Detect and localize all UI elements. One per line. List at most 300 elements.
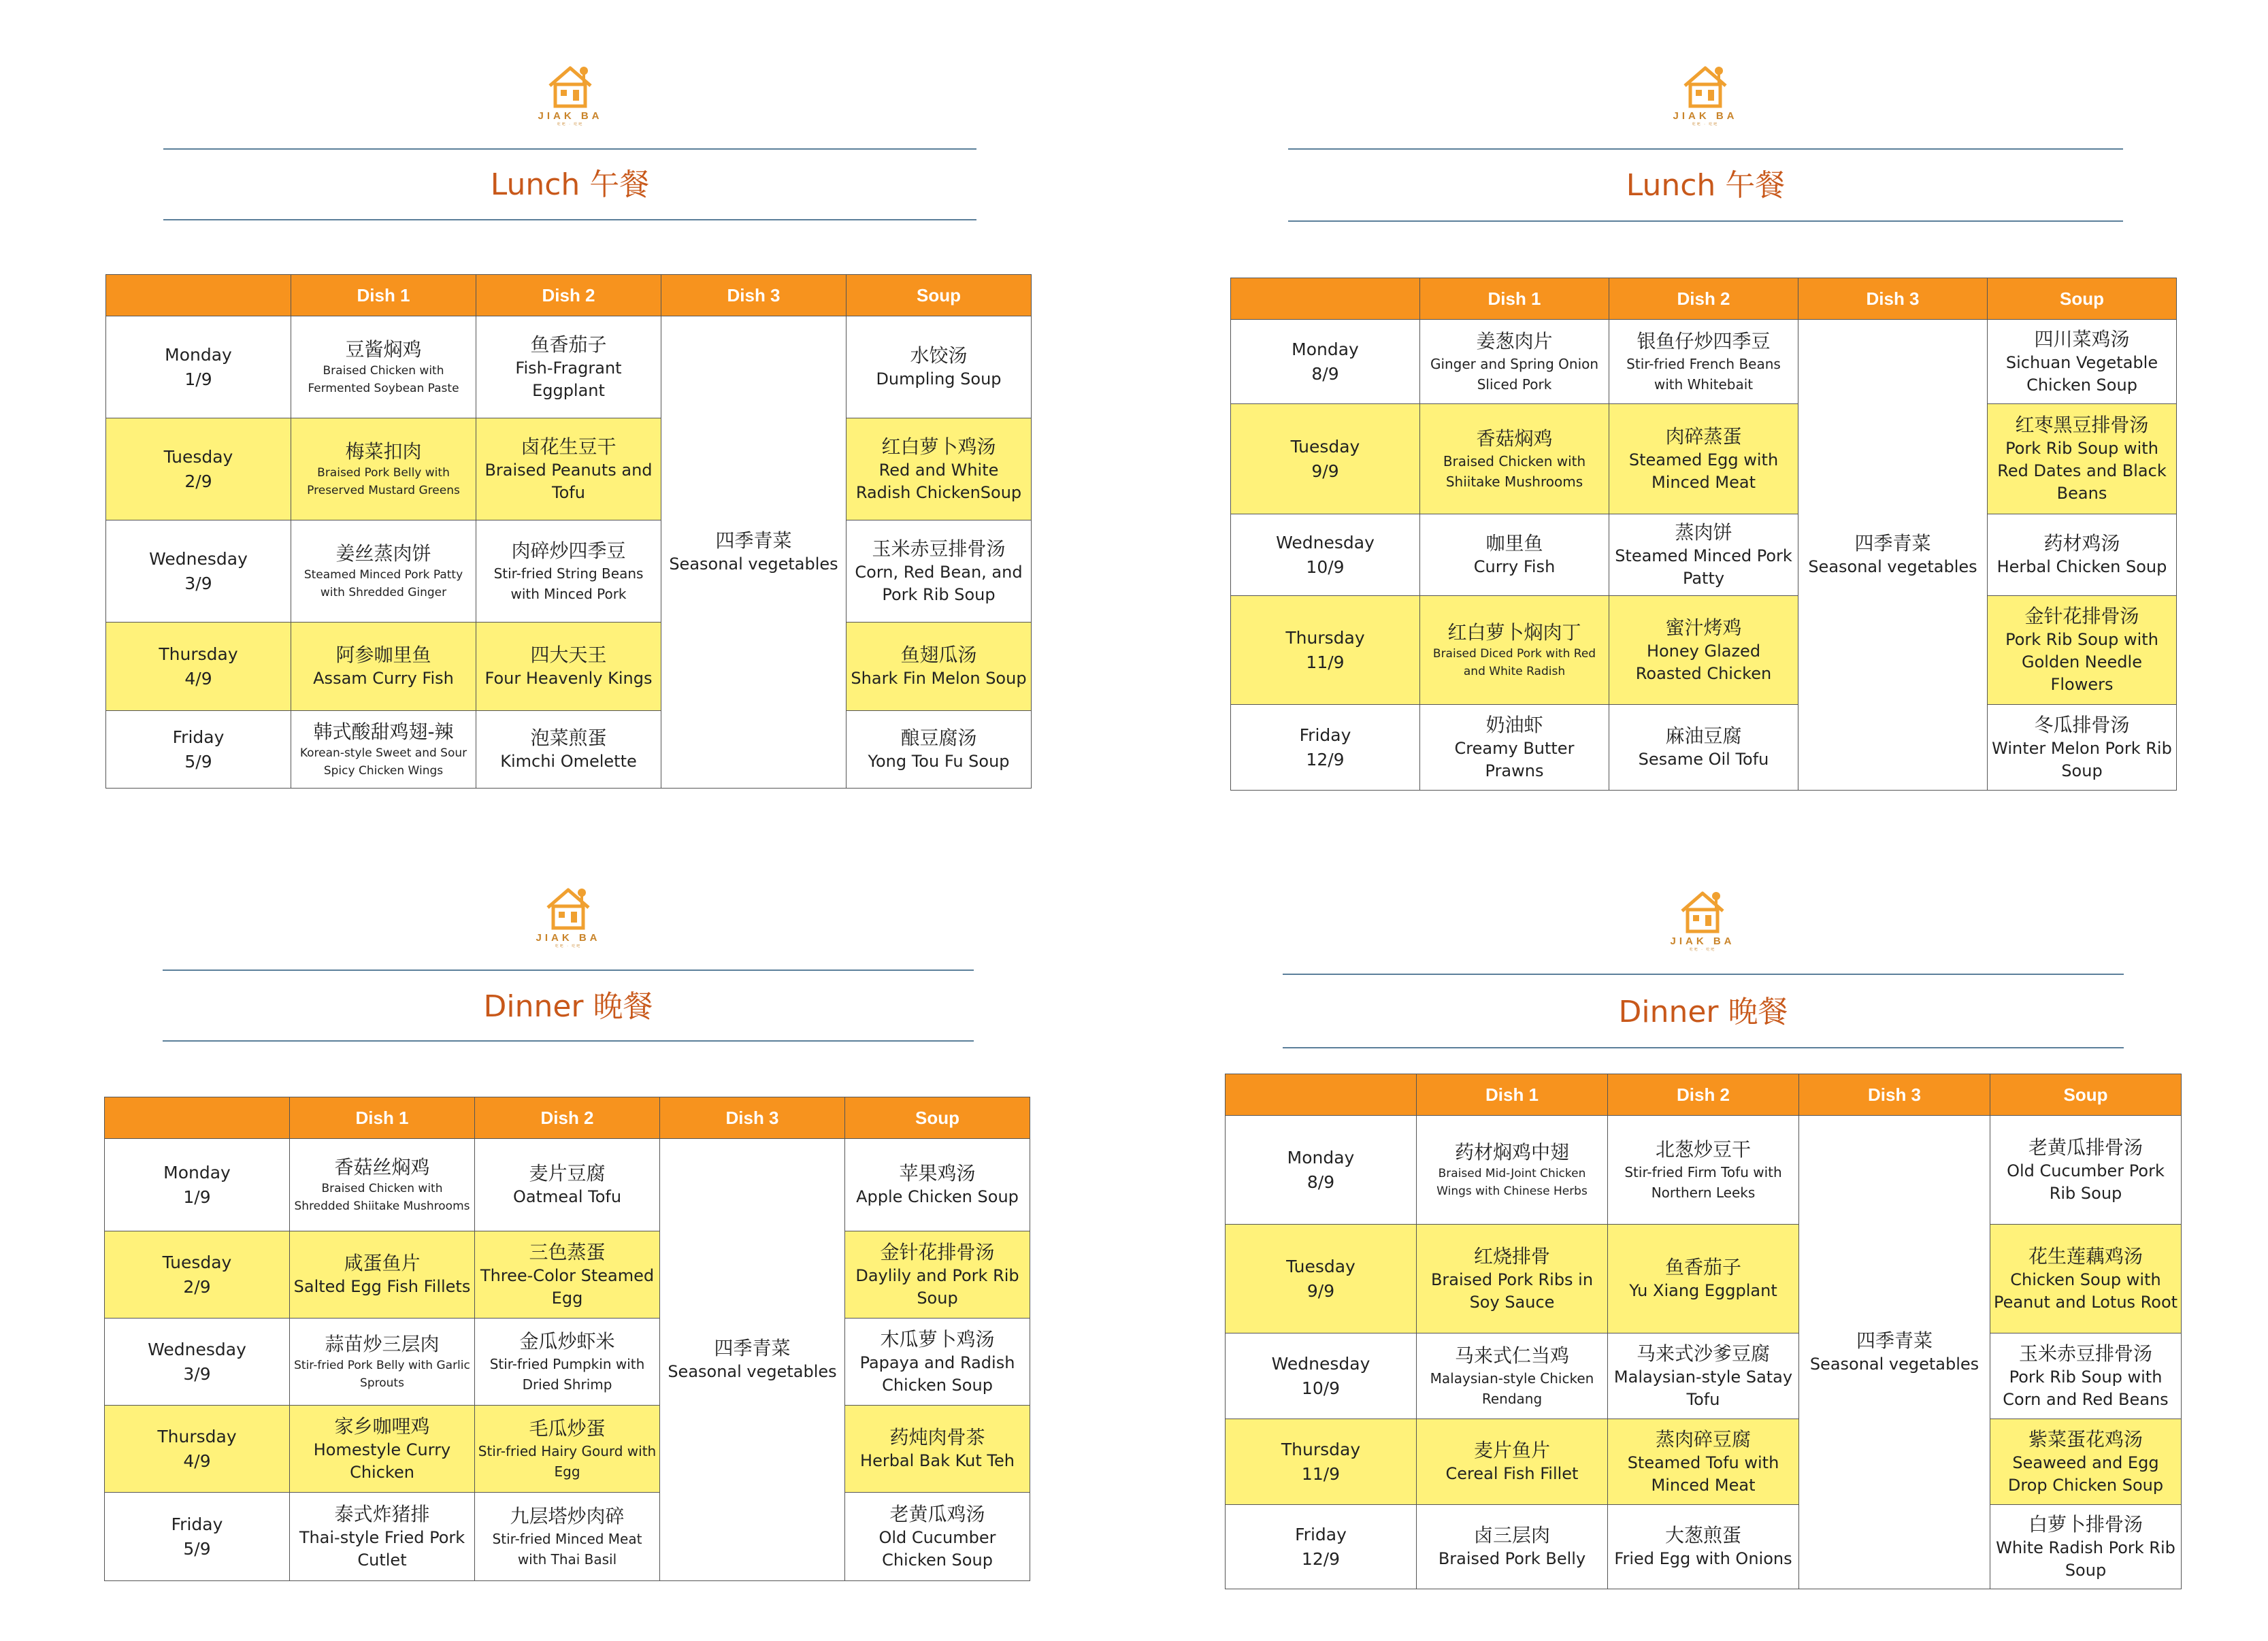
soup-chinese-name: 药材鸡汤 [2043,532,2120,554]
day-name: Tuesday [1290,436,1360,457]
soup-english-name: Apple Chicken Soup [856,1187,1019,1206]
column-header [106,275,291,316]
soup-english-name: Red and White Radish ChickenSoup [855,460,1022,502]
divider-line [163,1040,974,1042]
table-row [105,1493,1030,1581]
dish-chinese-name: 大葱煎蛋 [1664,1524,1741,1546]
soup-english-name: Daylily and Pork Rib Soup [855,1265,1019,1308]
brand-tagline: 吃吧 · 吃吧 [555,944,582,948]
table-row [1231,320,2177,404]
table-row [1226,1333,2182,1419]
day-name: Wednesday [1276,532,1375,552]
header-row [105,1097,1030,1139]
dish3-english-name: Seasonal vegetables [1808,557,1977,576]
table-row [1226,1225,2182,1333]
dish-english-name: Braised Diced Pork with Red and White Radish [1432,646,1596,678]
menu-table [105,274,1032,789]
dish-chinese-name: 韩式酸甜鸡翅-辣 [313,720,454,743]
dish-chinese-name: 马来式沙爹豆腐 [1636,1342,1770,1365]
day-cell [106,623,291,711]
dish-english-name: Oatmeal Tofu [512,1187,622,1206]
soup-english-name: Sichuan Vegetable Chicken Soup [2005,352,2158,395]
soup-chinese-name: 红枣黑豆排骨汤 [2015,414,2149,436]
dish-english-name: Stir-fried Pumpkin with Dried Shrimp [489,1355,645,1393]
soup-cell [845,1231,1030,1319]
soup-chinese-name: 金针花排骨汤 [880,1240,995,1263]
dish-english-name: Honey Glazed Roasted Chicken [1635,641,1772,683]
dish2-cell [1608,1225,1799,1333]
soup-english-name: Pork Rib Soup with Red Dates and Black Beans [1997,439,2167,503]
day-name: Friday [1299,725,1351,745]
column-header [1226,1074,1417,1116]
column-header: Dish 1 [1417,1074,1608,1116]
day-cell [1226,1225,1417,1333]
dish-chinese-name: 肉碎蒸蛋 [1665,425,1742,448]
day-cell [105,1319,290,1406]
column-header: Soup [845,1097,1030,1139]
table-row [106,316,1032,418]
day-date: 1/9 [184,369,212,389]
dish2-cell [476,711,661,789]
soup-cell [1990,1505,2182,1589]
dish3-chinese-name: 四季青菜 [714,1337,791,1359]
day-name: Tuesday [163,446,233,467]
column-header: Dish 3 [1799,1074,1990,1116]
column-header [105,1097,290,1139]
dish-english-name: Steamed Minced Pork Patty [1615,546,1792,588]
column-header: Soup [1990,1074,2182,1116]
soup-chinese-name: 水饺汤 [910,344,968,367]
dish-english-name: Malaysian-style Satay Tofu [1613,1367,1793,1409]
dish3-english-name: Seasonal vegetables [1809,1355,1979,1374]
day-name: Tuesday [162,1252,232,1272]
dish1-cell [1420,705,1609,791]
brand-tagline: 吃吧 · 吃吧 [557,122,584,127]
dish-chinese-name: 咖里鱼 [1485,532,1543,554]
day-name: Wednesday [148,1339,246,1359]
brand-name: JIAK BA [536,932,601,944]
dish-english-name: Stir-fried Hairy Gourd with Egg [478,1442,657,1480]
soup-cell [847,520,1032,623]
dish-chinese-name: 麦片鱼片 [1473,1439,1550,1461]
menu-title: Lunch 午餐 [1626,168,1786,203]
soup-english-name: Herbal Chicken Soup [1996,557,2167,576]
dish-chinese-name: 鱼香茄子 [1664,1256,1741,1278]
day-cell [105,1493,290,1581]
day-date: 11/9 [1301,1463,1341,1484]
dish1-cell [1420,404,1609,514]
soup-chinese-name: 酿豆腐汤 [900,727,977,749]
dish-chinese-name: 四大天王 [530,644,607,666]
dish-chinese-name: 香菇丝焖鸡 [334,1155,430,1178]
dish2-cell [475,1139,660,1231]
dish3-english-name: Seasonal vegetables [668,1362,837,1381]
dish-chinese-name: 蒸肉碎豆腐 [1655,1427,1751,1451]
table-row [105,1406,1030,1493]
dish2-cell [1609,404,1798,514]
day-date: 1/9 [183,1187,211,1207]
table-row [1226,1419,2182,1505]
soup-english-name: Dumpling Soup [876,369,1002,388]
dish1-cell [291,316,476,418]
soup-chinese-name: 紫菜蛋花鸡汤 [2028,1427,2143,1451]
dish-english-name: Ginger and Spring Onion Sliced Pork [1430,355,1599,393]
dish3-chinese-name: 四季青菜 [1856,1329,1933,1352]
dish1-cell [291,623,476,711]
table-row [106,623,1032,711]
soup-cell [845,1406,1030,1493]
day-date: 9/9 [1306,1280,1335,1301]
column-header: Dish 2 [475,1097,660,1139]
dish-chinese-name: 蒸肉饼 [1675,520,1732,544]
dish-english-name: Braised Pork Ribs in Soy Sauce [1430,1270,1594,1312]
dish-chinese-name: 卤三层肉 [1473,1524,1550,1546]
dish3-english-name: Seasonal vegetables [669,554,838,574]
dish2-cell [476,418,661,520]
dish1-cell [1417,1116,1608,1225]
soup-cell [845,1139,1030,1231]
day-cell [1226,1333,1417,1419]
column-header: Soup [1988,278,2177,320]
menu-title: Lunch 午餐 [490,167,650,202]
soup-chinese-name: 老黄瓜排骨汤 [2028,1136,2143,1159]
day-cell [1231,596,1420,705]
dish2-cell [475,1406,660,1493]
table-row [105,1139,1030,1231]
table-row [1226,1505,2182,1589]
day-name: Monday [163,1162,231,1182]
column-header: Dish 3 [1798,278,1988,320]
day-name: Wednesday [1271,1353,1370,1374]
day-cell [106,711,291,789]
brand-name: JIAK BA [1670,935,1735,947]
soup-english-name: Old Cucumber Chicken Soup [878,1527,996,1570]
day-cell [105,1231,290,1319]
day-date: 10/9 [1306,557,1345,577]
soup-cell [1988,514,2177,596]
dish-chinese-name: 三色蒸蛋 [529,1240,606,1263]
soup-english-name: Winter Melon Pork Rib Soup [1992,738,2172,780]
dish-chinese-name: 药材焖鸡中翅 [1454,1140,1569,1163]
day-date: 2/9 [184,471,212,491]
jiak-ba-logo [527,884,609,948]
soup-chinese-name: 木瓜萝卜鸡汤 [880,1327,995,1350]
dish-chinese-name: 鱼香茄子 [530,333,607,356]
soup-cell [1988,596,2177,705]
divider-line [1288,220,2123,222]
table-row [105,1319,1030,1406]
table-row [1226,1116,2182,1225]
day-date: 2/9 [183,1276,211,1297]
dish2-cell [475,1493,660,1581]
soup-chinese-name: 鱼翅瓜汤 [900,644,977,666]
dish-chinese-name: 梅菜扣肉 [345,440,422,463]
dish-english-name: Stir-fried Minced Meat with Thai Basil [492,1530,642,1568]
day-name: Thursday [1281,1439,1361,1459]
soup-chinese-name: 花生莲藕鸡汤 [2028,1244,2143,1267]
dish-english-name: Steamed Minced Pork Patty with Shredded Ginger [303,567,463,599]
day-date: 11/9 [1306,652,1345,672]
dish-chinese-name: 阿参咖里鱼 [335,644,431,666]
soup-cell [845,1319,1030,1406]
soup-cell [1990,1419,2182,1505]
day-cell [105,1406,290,1493]
jiak-ba-logo [529,63,611,127]
dish-chinese-name: 泰式炸猪排 [334,1502,430,1525]
dish3-cell [660,1139,845,1581]
soup-chinese-name: 四川菜鸡汤 [2034,327,2130,350]
dish-chinese-name: 家乡咖哩鸡 [334,1414,430,1438]
soup-cell [1988,404,2177,514]
day-cell [106,418,291,520]
dish-chinese-name: 银鱼仔炒四季豆 [1637,329,1771,352]
soup-english-name: Old Cucumber Pork Rib Soup [2007,1161,2165,1203]
divider-line [1283,1047,2124,1048]
dish-english-name: Assam Curry Fish [313,669,454,688]
dish2-cell [1609,705,1798,791]
soup-chinese-name: 玉米赤豆排骨汤 [872,537,1006,560]
dish-chinese-name: 麻油豆腐 [1665,725,1742,747]
column-header: Dish 3 [661,275,847,316]
dish-chinese-name: 麦片豆腐 [529,1162,606,1184]
dish2-cell [1609,596,1798,705]
day-name: Friday [1295,1524,1347,1544]
day-cell [106,520,291,623]
soup-cell [1990,1333,2182,1419]
dish-english-name: Stir-fried Firm Tofu with Northern Leeks [1624,1163,1782,1201]
dish1-cell [290,1231,475,1319]
dish-english-name: Fish-Fragrant Eggplant [515,358,622,400]
dish1-cell [1417,1505,1608,1589]
column-header: Dish 3 [660,1097,845,1139]
dish-chinese-name: 红烧排骨 [1473,1244,1550,1267]
day-cell [106,316,291,418]
day-date: 9/9 [1311,461,1339,481]
house-spoon-icon [1678,63,1732,110]
dish1-cell [290,1319,475,1406]
soup-chinese-name: 红白萝卜鸡汤 [881,435,996,458]
dish2-cell [1608,1116,1799,1225]
dish2-cell [1609,320,1798,404]
soup-cell [847,623,1032,711]
dish-english-name: Braised Chicken with Shiitake Mushrooms [1443,452,1586,490]
soup-english-name: Herbal Bak Kut Teh [860,1451,1015,1470]
dish1-cell [291,418,476,520]
soup-chinese-name: 白萝卜排骨汤 [2028,1512,2143,1536]
day-cell [1231,320,1420,404]
dish1-cell [290,1406,475,1493]
soup-chinese-name: 冬瓜排骨汤 [2034,713,2130,736]
dish-english-name: Malaysian-style Chicken Rendang [1430,1370,1594,1407]
dish-english-name: Kimchi Omelette [500,752,637,771]
dish-english-name: Braised Peanuts and Tofu [484,460,653,502]
dish-english-name: Yu Xiang Eggplant [1629,1281,1777,1300]
dish2-cell [475,1231,660,1319]
soup-english-name: Yong Tou Fu Soup [868,752,1010,771]
dish-chinese-name: 咸蛋鱼片 [344,1252,421,1274]
dish-english-name: Three-Color Steamed Egg [480,1265,655,1308]
dish-chinese-name: 肉碎炒四季豆 [511,539,626,562]
soup-english-name: Shark Fin Melon Soup [851,669,1027,688]
menu-table [1225,1074,2182,1589]
dish-chinese-name: 马来式仁当鸡 [1454,1344,1569,1367]
house-spoon-icon [1675,888,1730,935]
dish1-cell [290,1139,475,1231]
dish1-cell [1420,596,1609,705]
dish-chinese-name: 姜葱肉片 [1476,329,1553,352]
soup-chinese-name: 玉米赤豆排骨汤 [2018,1342,2152,1365]
table-row [1231,596,2177,705]
dish-english-name: Salted Egg Fish Fillets [293,1277,471,1296]
table-row [105,1231,1030,1319]
dish-english-name: Korean-style Sweet and Sour Spicy Chicken Wings [299,746,467,778]
column-header: Dish 2 [1609,278,1798,320]
day-name: Wednesday [149,548,248,569]
dish-chinese-name: 九层塔炒肉碎 [510,1504,625,1527]
day-cell [1231,705,1420,791]
table-row [106,418,1032,520]
soup-cell [1988,705,2177,791]
day-name: Monday [165,344,232,365]
house-spoon-icon [541,884,595,932]
divider-line [1288,148,2123,150]
dish-english-name: Creamy Butter Prawns [1454,738,1575,780]
column-header: Dish 1 [290,1097,475,1139]
soup-english-name: White Radish Pork Rib Soup [1996,1538,2175,1580]
day-date: 3/9 [184,573,212,593]
day-date: 4/9 [184,668,212,689]
menu-table [1230,278,2177,791]
dish-english-name: Stir-fried String Beans with Minced Pork [493,565,644,602]
brand-name: JIAK BA [1673,110,1738,122]
day-date: 10/9 [1301,1378,1341,1398]
dish-english-name: Braised Mid-Joint Chicken Wings with Chinese Herbs [1436,1166,1588,1198]
dish1-cell [1420,514,1609,596]
dish2-cell [476,520,661,623]
dish2-cell [1608,1419,1799,1505]
dish-english-name: Stir-fried Pork Belly with Garlic Sprouts [294,1358,470,1390]
day-cell [1226,1505,1417,1589]
soup-english-name: Pork Rib Soup with Corn and Red Beans [2003,1367,2169,1409]
day-date: 4/9 [183,1451,211,1471]
dish1-cell [1420,320,1609,404]
dish-english-name: Braised Chicken with Shredded Shiitake Mushrooms [294,1181,470,1213]
dish-chinese-name: 红白萝卜焖肉丁 [1447,620,1581,644]
brand-name: JIAK BA [538,110,603,122]
day-date: 5/9 [183,1538,211,1559]
column-header: Soup [847,275,1032,316]
dish1-cell [291,711,476,789]
soup-cell [847,316,1032,418]
dish-chinese-name: 奶油虾 [1485,713,1543,736]
dish1-cell [1417,1333,1608,1419]
column-header: Dish 1 [291,275,476,316]
day-cell [105,1139,290,1231]
soup-english-name: Corn, Red Bean, and Pork Rib Soup [855,562,1023,604]
day-cell [1231,514,1420,596]
divider-line [163,969,974,971]
day-name: Thursday [1285,627,1365,648]
day-date: 8/9 [1311,363,1339,384]
menu-title: Dinner 晚餐 [483,989,653,1024]
dish3-cell [1798,320,1988,791]
dish3-cell [1799,1116,1990,1589]
soup-cell [1990,1225,2182,1333]
dish-english-name: Braised Chicken with Fermented Soybean Paste [308,363,459,395]
dish3-cell [661,316,847,789]
day-name: Friday [172,727,225,747]
soup-chinese-name: 苹果鸡汤 [899,1162,976,1184]
day-name: Tuesday [1286,1256,1355,1276]
house-spoon-icon [543,63,597,110]
divider-line [163,219,976,220]
soup-cell [847,418,1032,520]
dish-chinese-name: 毛瓜炒蛋 [529,1416,606,1440]
soup-cell [847,711,1032,789]
dish-english-name: Braised Pork Belly [1438,1549,1586,1568]
dish-chinese-name: 蜜汁烤鸡 [1665,616,1742,639]
jiak-ba-logo [1664,63,1746,127]
dish3-chinese-name: 四季青菜 [1854,532,1931,554]
day-cell [1226,1419,1417,1505]
day-date: 12/9 [1306,749,1345,769]
dish-english-name: Sesame Oil Tofu [1638,750,1769,769]
day-date: 8/9 [1306,1172,1335,1192]
dish-english-name: Homestyle Curry Chicken [313,1440,451,1482]
dish1-cell [291,520,476,623]
divider-line [1283,974,2124,975]
dish2-cell [1608,1505,1799,1589]
soup-english-name: Chicken Soup with Peanut and Lotus Root [1993,1270,2178,1312]
menu-table [104,1097,1030,1581]
table-row [1231,705,2177,791]
soup-cell [1990,1116,2182,1225]
brand-tagline: 吃吧 · 吃吧 [1692,122,1719,127]
dish-chinese-name: 香菇焖鸡 [1476,427,1553,450]
column-header: Dish 2 [1608,1074,1799,1116]
day-name: Monday [1292,339,1359,359]
column-header [1231,278,1420,320]
day-date: 12/9 [1301,1548,1341,1569]
dish-chinese-name: 金瓜炒虾米 [519,1329,615,1353]
soup-english-name: Pork Rib Soup with Golden Needle Flowers [2005,630,2158,694]
dish-chinese-name: 泡菜煎蛋 [530,727,607,749]
dish-english-name: Thai-style Fried Pork Cutlet [299,1527,465,1570]
jiak-ba-logo [1662,888,1743,952]
brand-tagline: 吃吧 · 吃吧 [1689,948,1716,952]
day-name: Thursday [157,1426,237,1446]
header-row [1226,1074,2182,1116]
dish-english-name: Curry Fish [1473,557,1556,576]
dish-chinese-name: 卤花生豆干 [521,435,617,458]
dish2-cell [1609,514,1798,596]
dish2-cell [476,623,661,711]
header-row [106,275,1032,316]
table-row [1231,404,2177,514]
soup-cell [845,1493,1030,1581]
day-date: 5/9 [184,751,212,772]
soup-chinese-name: 药炖肉骨茶 [889,1426,985,1448]
menu-title: Dinner 晚餐 [1618,995,1788,1029]
dish-english-name: Cereal Fish Fillet [1445,1464,1579,1483]
dish1-cell [1417,1419,1608,1505]
day-name: Monday [1287,1147,1355,1167]
table-row [106,520,1032,623]
dish2-cell [475,1319,660,1406]
dish-chinese-name: 蒜苗炒三层肉 [325,1332,440,1355]
dish-english-name: Braised Pork Belly with Preserved Mustard Greens [307,465,460,497]
divider-line [163,148,976,150]
